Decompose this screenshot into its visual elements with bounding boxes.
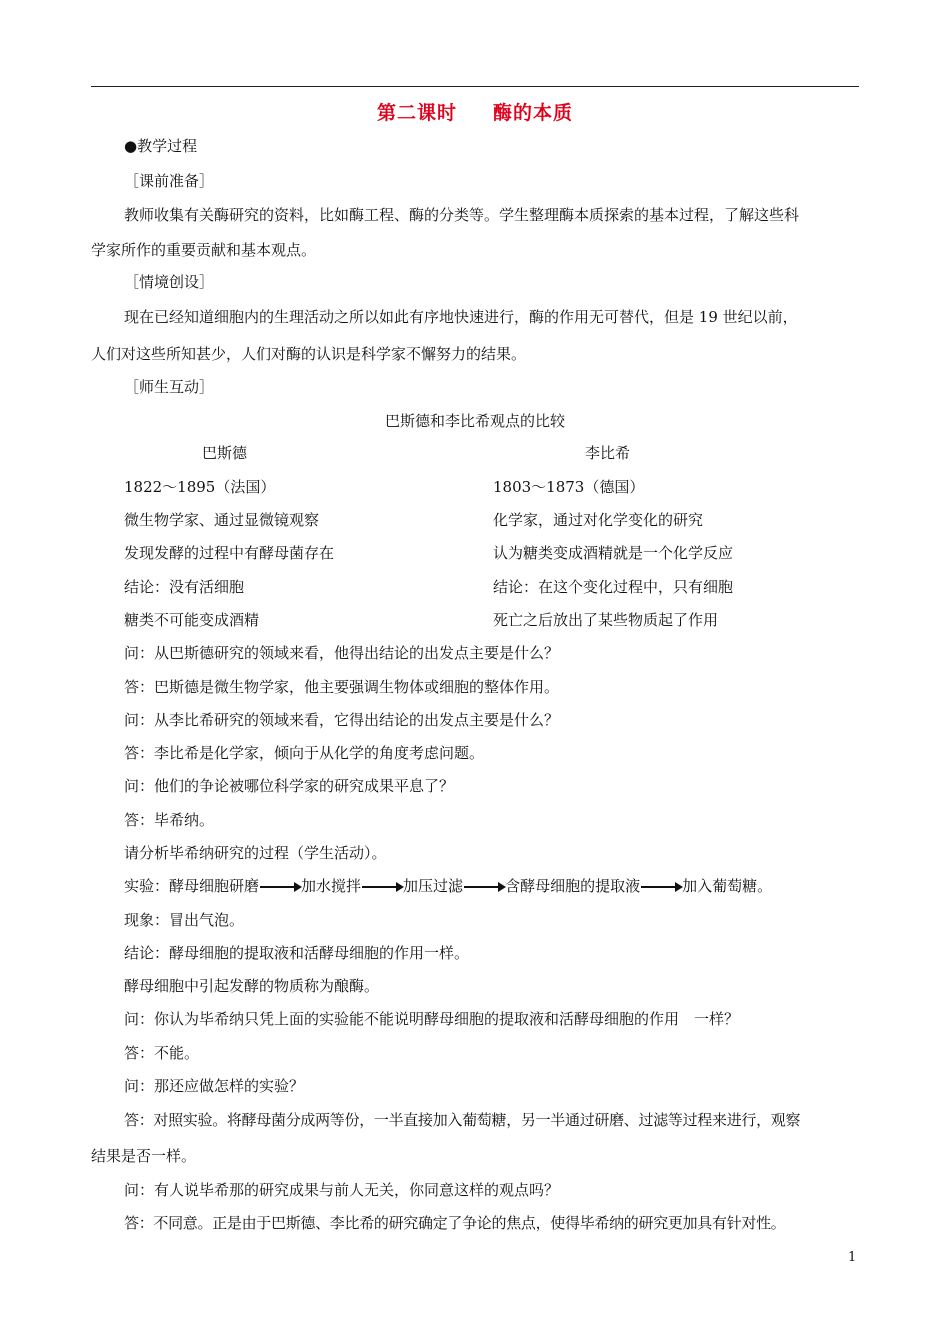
situation-text-line1: 现在已经知道细胞内的生理活动之所以如此有序地快速进行，酶的作用无可替代，但是 19 世纪以前， [124, 308, 798, 326]
qa-line: 答：李比希是化学家，倾向于从化学的角度考虑问题。 [124, 744, 485, 762]
qa-line: 答：不同意。正是由于巴斯德、李比希的研究确定了争论的焦点，使得毕希纳的研究更加具有针对性。 [124, 1214, 786, 1232]
experiment-step: 酵母细胞研磨 [169, 877, 260, 895]
experiment-step: 加入葡萄糖。 [682, 877, 773, 895]
qa-line: 答：巴斯德是微生物学家，他主要强调生物体或细胞的整体作用。 [124, 678, 560, 696]
liebig-row: 1803～1873（德国） [493, 478, 645, 496]
qa-line: 问：从巴斯德研究的领域来看，他得出结论的出发点主要是什么？ [124, 644, 560, 662]
prep-text-line1: 教师收集有关酶研究的资料，比如酶工程、酶的分类等。学生整理酶本质探索的基本过程，了解这些科 [124, 206, 800, 224]
pasteur-row: 微生物学家、通过显微镜观察 [124, 511, 320, 529]
comparison-title: 巴斯德和李比希观点的比较 [384, 412, 565, 430]
liebig-row: 化学家，通过对化学变化的研究 [493, 511, 704, 529]
arrow-right-icon [260, 886, 300, 888]
situation-label: ［情境创设］ [124, 273, 215, 291]
qa-line: 酵母细胞中引起发酵的物质称为酿酶。 [124, 977, 380, 995]
title-part2: 酶的本质 [493, 102, 574, 124]
liebig-row: 认为糖类变成酒精就是一个化学反应 [493, 544, 734, 562]
control-answer-line1: 答：对照实验。将酵母菌分成两等份，一半直接加入葡萄糖，另一半通过研磨、过滤等过程来进行，观察 [124, 1111, 801, 1129]
prep-text-line2: 学家所作的重要贡献和基本观点。 [91, 241, 317, 259]
header-rule [91, 86, 859, 87]
qa-line: 问：那还应做怎样的实验？ [124, 1077, 305, 1095]
pasteur-row: 发现发酵的过程中有酵母菌存在 [124, 544, 335, 562]
qa-line: 现象：冒出气泡。 [124, 911, 245, 929]
experiment-step: 加水搅拌 [301, 877, 362, 895]
qa-line: 结论：酵母细胞的提取液和活酵母细胞的作用一样。 [124, 944, 470, 962]
qa-line: 问：他们的争论被哪位科学家的研究成果平息了？ [124, 777, 455, 795]
liebig-row: 结论：在这个变化过程中，只有细胞 [493, 578, 734, 596]
situation-text-line2: 人们对这些所知甚少，人们对酶的认识是科学家不懈努力的结果。 [91, 345, 527, 363]
qa-line: 问：从李比希研究的领域来看，它得出结论的出发点主要是什么？ [124, 711, 560, 729]
arrow-right-icon [362, 886, 402, 888]
control-answer-line2: 结果是否一样。 [91, 1147, 197, 1165]
pasteur-heading: 巴斯德 [202, 444, 248, 462]
experiment-step: 含酵母细胞的提取液 [505, 877, 641, 895]
qa-line: 答：毕希纳。 [124, 811, 215, 829]
prep-label: ［课前准备］ [124, 172, 215, 190]
liebig-heading: 李比希 [585, 444, 631, 462]
qa-line: 请分析毕希纳研究的过程（学生活动）。 [124, 844, 387, 862]
section-heading-process: ●教学过程 [124, 137, 198, 155]
experiment-label: 实验： [124, 877, 170, 895]
experiment-step: 加压过滤 [403, 877, 464, 895]
pasteur-row: 1822～1895（法国） [124, 478, 276, 496]
arrow-right-icon [464, 886, 504, 888]
pasteur-row: 结论：没有活细胞 [124, 578, 245, 596]
interaction-label: ［师生互动］ [124, 378, 215, 396]
arrow-right-icon [641, 886, 681, 888]
qa-line: 答：不能。 [124, 1044, 200, 1062]
title-part1: 第二课时 [376, 102, 457, 124]
pasteur-row: 糖类不可能变成酒精 [124, 611, 260, 629]
page-number: 1 [848, 1250, 857, 1265]
qa-line: 问：有人说毕希那的研究成果与前人无关，你同意这样的观点吗？ [124, 1181, 560, 1199]
experiment-flow [124, 876, 772, 896]
liebig-row: 死亡之后放出了某些物质起了作用 [493, 611, 719, 629]
lesson-title [0, 98, 950, 125]
qa-line: 问：你认为毕希纳只凭上面的实验能不能说明酵母细胞的提取液和活酵母细胞的作用 一样？ [124, 1010, 740, 1028]
